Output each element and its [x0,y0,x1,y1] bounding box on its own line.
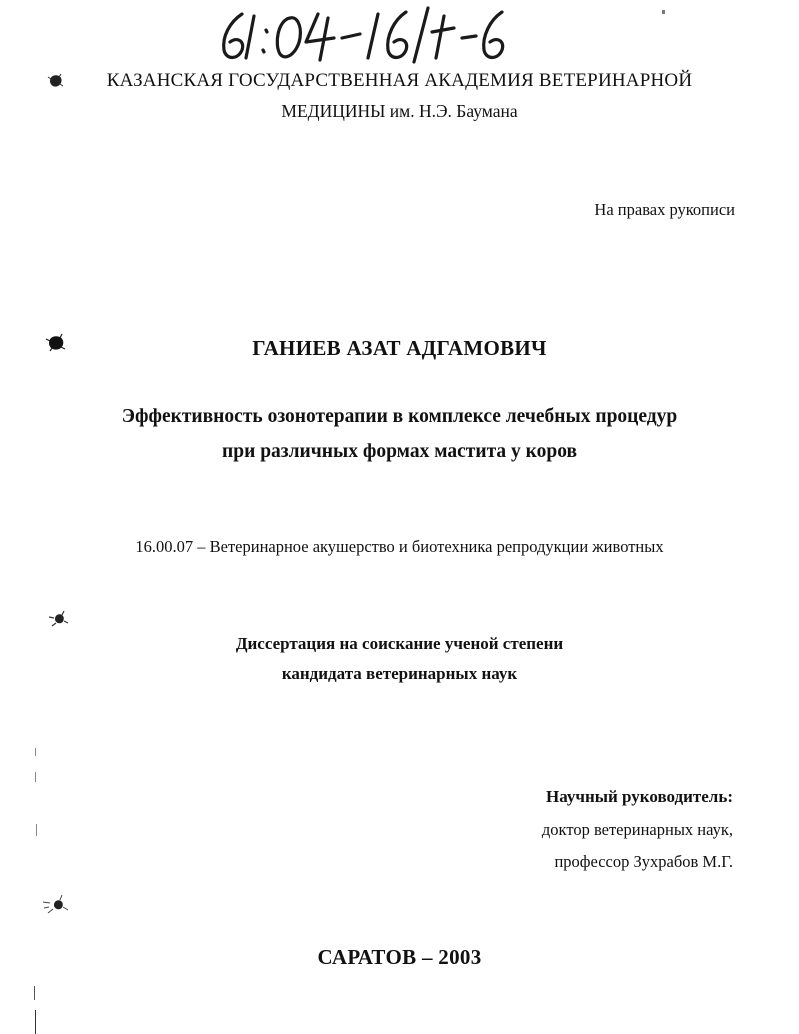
punch-hole-mark-2 [44,332,68,354]
margin-scan-mark [35,1010,36,1034]
punch-hole-mark-3 [46,608,72,630]
punch-hole-mark-1 [46,72,66,90]
author-name: ГАНИЕВ АЗАТ АДГАМОВИЧ [252,336,547,360]
handwritten-archive-code [210,4,510,66]
supervisor-name: профессор Зухрабов М.Г. [554,852,733,871]
degree-statement-line-2: кандидата ветеринарных наук [281,664,518,683]
rights-note: На правах рукописи [594,200,735,219]
institution-line-2: МЕДИЦИНЫ им. Н.Э. Баумана [281,101,518,121]
margin-scan-mark [36,824,37,836]
institution-line-1: КАЗАНСКАЯ ГОСУДАРСТВЕННАЯ АКАДЕМИЯ ВЕТЕРИНАРНОЙ [106,70,693,91]
specialty-code: 16.00.07 – Ветеринарное акушерство и биотехника репродукции животных [135,537,664,556]
margin-scan-mark [34,986,35,1000]
punch-hole-mark-4 [40,892,72,918]
dissertation-title-line-1: Эффективность озонотерапии в комплексе лечебных процедур [121,406,678,427]
city-year: САРАТОВ – 2003 [317,945,482,969]
supervisor-degree: доктор ветеринарных наук, [541,820,733,839]
margin-scan-mark [35,748,36,756]
margin-scan-mark [35,772,36,782]
supervisor-heading: Научный руководитель: [546,787,733,806]
dissertation-title-line-2: при различных формах мастита у коров [222,441,577,462]
corner-scan-mark [662,10,665,14]
degree-statement-line-1: Диссертация на соискание ученой степени [235,634,564,653]
